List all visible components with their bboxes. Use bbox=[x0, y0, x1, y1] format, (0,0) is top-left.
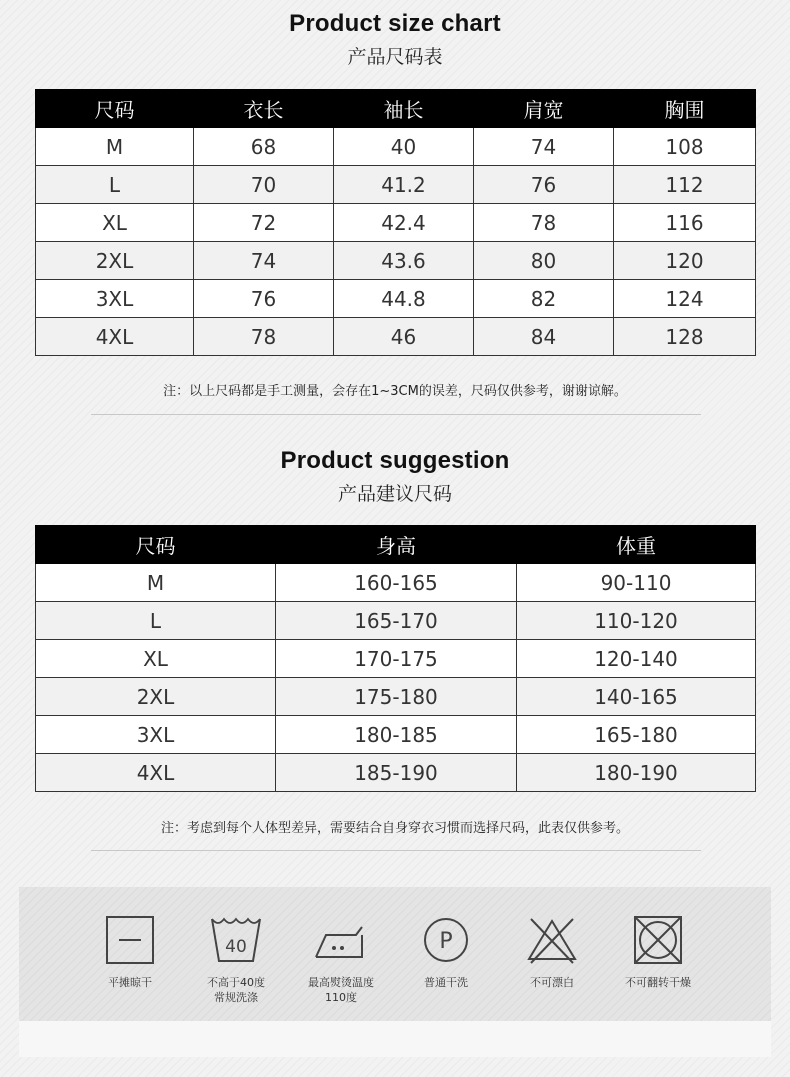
header-size: 尺码 bbox=[36, 90, 194, 128]
header-shoulder: 肩宽 bbox=[474, 90, 614, 128]
dry-clean-p-icon bbox=[421, 915, 471, 965]
table-cell: 128 bbox=[614, 318, 756, 356]
suggestion-note: 注：考虑到每个人体型差异，需要结合自身穿衣习惯而选择尺码，此表仅供参考。 bbox=[160, 821, 629, 836]
table-cell: 3XL bbox=[36, 716, 276, 754]
bottom-strip bbox=[19, 1021, 771, 1057]
table-cell: 108 bbox=[614, 128, 756, 166]
table-cell: 124 bbox=[614, 280, 756, 318]
size-chart-title: Product size chart bbox=[289, 10, 501, 37]
care-label: 110度 bbox=[325, 991, 357, 1004]
table-cell: 170-175 bbox=[276, 640, 517, 678]
table-cell: L bbox=[36, 166, 194, 204]
size-chart-table bbox=[35, 89, 756, 356]
table-cell: 90-110 bbox=[517, 564, 756, 602]
care-label: 平摊晾干 bbox=[108, 976, 152, 989]
table-row bbox=[36, 128, 756, 166]
table-cell: M bbox=[36, 128, 194, 166]
header-chest: 胸围 bbox=[614, 90, 756, 128]
table-cell: 41.2 bbox=[334, 166, 474, 204]
header-size: 尺码 bbox=[36, 526, 276, 564]
table-cell: XL bbox=[36, 640, 276, 678]
table-cell: 40 bbox=[334, 128, 474, 166]
table-cell: 165-180 bbox=[517, 716, 756, 754]
care-item-no-bleach bbox=[497, 915, 607, 990]
table-cell: 180-185 bbox=[276, 716, 517, 754]
table-row bbox=[36, 602, 756, 640]
table-cell: 46 bbox=[334, 318, 474, 356]
header-sleeve: 袖长 bbox=[334, 90, 474, 128]
suggestion-title: Product suggestion bbox=[280, 447, 510, 474]
suggestion-subtitle: 产品建议尺码 bbox=[337, 483, 452, 505]
table-row bbox=[36, 640, 756, 678]
table-cell: 76 bbox=[194, 280, 334, 318]
table-cell: 140-165 bbox=[517, 678, 756, 716]
care-item-dry-clean bbox=[391, 915, 501, 990]
table-row bbox=[36, 280, 756, 318]
table-row bbox=[36, 716, 756, 754]
care-label: 常规洗涤 bbox=[214, 991, 258, 1004]
table-row bbox=[36, 678, 756, 716]
table-cell: 80 bbox=[474, 242, 614, 280]
header-length: 衣长 bbox=[194, 90, 334, 128]
no-tumble-dry-icon bbox=[633, 915, 683, 965]
table-cell: 74 bbox=[194, 242, 334, 280]
header-height: 身高 bbox=[276, 526, 517, 564]
table-cell: M bbox=[36, 564, 276, 602]
table-cell: 3XL bbox=[36, 280, 194, 318]
table-cell: 2XL bbox=[36, 242, 194, 280]
table-cell: 112 bbox=[614, 166, 756, 204]
table-cell: 44.8 bbox=[334, 280, 474, 318]
table-header-row bbox=[36, 526, 756, 564]
divider bbox=[91, 850, 701, 851]
table-row bbox=[36, 166, 756, 204]
table-cell: 72 bbox=[194, 204, 334, 242]
table-row bbox=[36, 754, 756, 792]
table-row bbox=[36, 242, 756, 280]
size-chart-subtitle: 产品尺码表 bbox=[347, 46, 443, 68]
suggestion-table bbox=[35, 525, 756, 792]
table-cell: 120 bbox=[614, 242, 756, 280]
table-cell: 42.4 bbox=[334, 204, 474, 242]
header-weight: 体重 bbox=[517, 526, 756, 564]
table-cell: 116 bbox=[614, 204, 756, 242]
table-row bbox=[36, 204, 756, 242]
table-cell: 78 bbox=[194, 318, 334, 356]
table-cell: XL bbox=[36, 204, 194, 242]
no-bleach-icon bbox=[525, 915, 579, 965]
table-cell: 84 bbox=[474, 318, 614, 356]
table-row bbox=[36, 564, 756, 602]
table-cell: 82 bbox=[474, 280, 614, 318]
wash-temperature: 40 bbox=[225, 937, 247, 957]
table-cell: 70 bbox=[194, 166, 334, 204]
wash-40-icon bbox=[209, 915, 263, 965]
care-label: 最高熨烫温度 bbox=[308, 976, 374, 989]
table-cell: 180-190 bbox=[517, 754, 756, 792]
table-cell: 4XL bbox=[36, 318, 194, 356]
dry-flat-icon bbox=[105, 915, 155, 965]
table-cell: 120-140 bbox=[517, 640, 756, 678]
table-cell: 4XL bbox=[36, 754, 276, 792]
iron-icon bbox=[312, 915, 370, 965]
divider bbox=[91, 414, 701, 415]
table-cell: 165-170 bbox=[276, 602, 517, 640]
care-item-iron bbox=[286, 915, 396, 1005]
table-header-row bbox=[36, 90, 756, 128]
table-cell: 175-180 bbox=[276, 678, 517, 716]
table-cell: 110-120 bbox=[517, 602, 756, 640]
size-chart-note: 注：以上尺码都是手工测量，会存在1~3CM的误差，尺码仅供参考，谢谢谅解。 bbox=[163, 384, 627, 399]
table-cell: 78 bbox=[474, 204, 614, 242]
table-cell: L bbox=[36, 602, 276, 640]
table-cell: 43.6 bbox=[334, 242, 474, 280]
table-cell: 68 bbox=[194, 128, 334, 166]
table-cell: 74 bbox=[474, 128, 614, 166]
care-label: 普通干洗 bbox=[424, 976, 468, 989]
table-cell: 160-165 bbox=[276, 564, 517, 602]
care-label: 不高于40度 bbox=[207, 976, 265, 989]
dry-clean-letter: P bbox=[439, 929, 453, 954]
table-cell: 185-190 bbox=[276, 754, 517, 792]
care-label: 不可漂白 bbox=[530, 976, 574, 989]
table-row bbox=[36, 318, 756, 356]
care-item-no-tumble-dry bbox=[603, 915, 713, 990]
care-label: 不可翻转干燥 bbox=[625, 976, 691, 989]
table-cell: 2XL bbox=[36, 678, 276, 716]
table-cell: 76 bbox=[474, 166, 614, 204]
care-item-dry-flat bbox=[75, 915, 185, 990]
care-item-wash-40 bbox=[181, 915, 291, 1005]
